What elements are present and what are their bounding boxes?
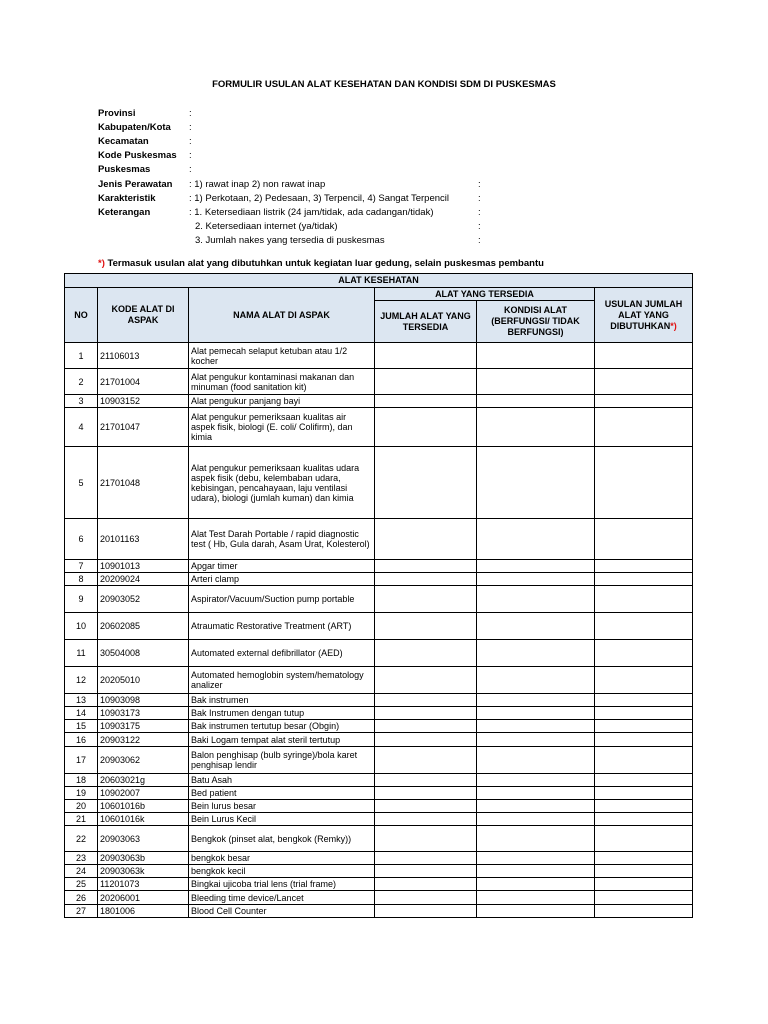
row-no: 24 bbox=[65, 865, 98, 878]
row-code: 20101163 bbox=[98, 519, 189, 560]
row-no: 7 bbox=[65, 560, 98, 573]
row-condition-cell[interactable] bbox=[477, 878, 595, 891]
row-code: 30504008 bbox=[98, 640, 189, 667]
row-qty-cell[interactable] bbox=[375, 640, 477, 667]
row-code: 20206001 bbox=[98, 891, 189, 905]
row-request-cell[interactable] bbox=[595, 878, 693, 891]
row-request-cell[interactable] bbox=[595, 343, 693, 369]
table-row bbox=[65, 720, 693, 733]
header-request-label: USULAN JUMLAH ALAT YANG DIBUTUHKAN bbox=[604, 298, 683, 331]
row-request-cell[interactable] bbox=[595, 560, 693, 573]
row-no: 9 bbox=[65, 586, 98, 613]
row-qty-cell[interactable] bbox=[375, 800, 477, 813]
info-label: Kabupaten/Kota bbox=[98, 122, 171, 134]
info-label: Provinsi bbox=[98, 108, 136, 119]
row-condition-cell[interactable] bbox=[477, 865, 595, 878]
info-value[interactable]: 3. Jumlah nakes yang tersedia di puskesmas bbox=[195, 234, 385, 246]
info-label: Kode Puskesmas bbox=[98, 150, 177, 162]
row-code: 10902007 bbox=[98, 787, 189, 800]
row-qty-cell[interactable] bbox=[375, 519, 477, 560]
row-no: 14 bbox=[65, 707, 98, 720]
row-code: 20903063 bbox=[98, 826, 189, 852]
row-no: 19 bbox=[65, 787, 98, 800]
row-request-cell[interactable] bbox=[595, 813, 693, 826]
row-code: 10901013 bbox=[98, 560, 189, 573]
table-row bbox=[65, 813, 693, 826]
row-qty-cell[interactable] bbox=[375, 343, 477, 369]
table-row bbox=[65, 707, 693, 720]
row-request-cell[interactable] bbox=[595, 905, 693, 918]
info-right-colon: : bbox=[478, 234, 481, 246]
row-code: 10601016k bbox=[98, 813, 189, 826]
row-qty-cell[interactable] bbox=[375, 813, 477, 826]
footnote bbox=[98, 258, 544, 269]
row-name: Bak instrumen bbox=[189, 694, 375, 707]
table-row bbox=[65, 787, 693, 800]
row-code: 21701004 bbox=[98, 369, 189, 395]
row-request-cell[interactable] bbox=[595, 640, 693, 667]
row-request-cell[interactable] bbox=[595, 747, 693, 774]
row-request-cell[interactable] bbox=[595, 774, 693, 787]
row-code: 20903062 bbox=[98, 747, 189, 774]
row-condition-cell[interactable] bbox=[477, 343, 595, 369]
row-condition-cell[interactable] bbox=[477, 747, 595, 774]
info-value[interactable]: : 1) Perkotaan, 2) Pedesaan, 3) Terpencil, 4) Sangat Terpencil bbox=[189, 192, 449, 204]
header-condition: KONDISI ALAT (BERFUNGSI/ TIDAK BERFUNGSI) bbox=[477, 301, 595, 343]
row-qty-cell[interactable] bbox=[375, 613, 477, 640]
row-code: 10903098 bbox=[98, 694, 189, 707]
row-name: Automated hemoglobin system/hematology analizer bbox=[189, 667, 375, 694]
equipment-table bbox=[64, 273, 693, 918]
row-name: Alat pemecah selaput ketuban atau 1/2 kocher bbox=[189, 343, 375, 369]
row-name: bengkok kecil bbox=[189, 865, 375, 878]
row-no: 23 bbox=[65, 852, 98, 865]
row-request-cell[interactable] bbox=[595, 573, 693, 586]
group-header-alat-kesehatan: ALAT KESEHATAN bbox=[65, 274, 693, 288]
info-label: Puskesmas bbox=[98, 164, 151, 176]
row-code: 20209024 bbox=[98, 573, 189, 586]
row-condition-cell[interactable] bbox=[477, 694, 595, 707]
table-row bbox=[65, 826, 693, 852]
row-name: Bleeding time device/Lancet bbox=[189, 891, 375, 905]
table-row bbox=[65, 560, 693, 573]
row-condition-cell[interactable] bbox=[477, 369, 595, 395]
row-qty-cell[interactable] bbox=[375, 826, 477, 852]
row-request-cell[interactable] bbox=[595, 787, 693, 800]
row-condition-cell[interactable] bbox=[477, 667, 595, 694]
row-request-cell[interactable] bbox=[595, 891, 693, 905]
row-no: 2 bbox=[65, 369, 98, 395]
row-name: Alat pengukur panjang bayi bbox=[189, 395, 375, 408]
table-row bbox=[65, 447, 693, 519]
row-name: Baki Logam tempat alat steril tertutup bbox=[189, 733, 375, 747]
row-code: 1801006 bbox=[98, 905, 189, 918]
row-code: 20205010 bbox=[98, 667, 189, 694]
table-row bbox=[65, 774, 693, 787]
row-request-cell[interactable] bbox=[595, 707, 693, 720]
row-condition-cell[interactable] bbox=[477, 707, 595, 720]
info-right-colon: : bbox=[478, 192, 481, 204]
row-condition-cell[interactable] bbox=[477, 733, 595, 747]
header-qty: JUMLAH ALAT YANG TERSEDIA bbox=[375, 301, 477, 343]
table-row bbox=[65, 640, 693, 667]
row-request-cell[interactable] bbox=[595, 800, 693, 813]
footnote-marker: *) bbox=[98, 258, 105, 269]
info-value[interactable]: 2. Ketersediaan internet (ya/tidak) bbox=[195, 220, 338, 232]
row-request-cell[interactable] bbox=[595, 519, 693, 560]
row-code: 11201073 bbox=[98, 878, 189, 891]
table-row bbox=[65, 891, 693, 905]
info-label: Kecamatan bbox=[98, 136, 149, 148]
row-name: Alat Test Darah Portable / rapid diagnostic test ( Hb, Gula darah, Asam Urat, Kolesterol) bbox=[189, 519, 375, 560]
row-name: Atraumatic Restorative Treatment (ART) bbox=[189, 613, 375, 640]
row-no: 20 bbox=[65, 800, 98, 813]
table-row bbox=[65, 586, 693, 613]
row-qty-cell[interactable] bbox=[375, 733, 477, 747]
info-value[interactable]: : bbox=[189, 122, 192, 134]
row-qty-cell[interactable] bbox=[375, 694, 477, 707]
row-condition-cell[interactable] bbox=[477, 774, 595, 787]
row-code: 20602085 bbox=[98, 613, 189, 640]
sub-group-header: ALAT YANG TERSEDIA bbox=[375, 288, 595, 301]
row-no: 3 bbox=[65, 395, 98, 408]
row-no: 26 bbox=[65, 891, 98, 905]
form-title: FORMULIR USULAN ALAT KESEHATAN DAN KONDISI SDM DI PUSKESMAS bbox=[212, 79, 556, 90]
info-right-colon: : bbox=[478, 206, 481, 218]
row-qty-cell[interactable] bbox=[375, 573, 477, 586]
row-code: 20903052 bbox=[98, 586, 189, 613]
table-row bbox=[65, 852, 693, 865]
row-name: Apgar timer bbox=[189, 560, 375, 573]
info-value[interactable]: : bbox=[189, 108, 192, 119]
row-request-cell[interactable] bbox=[595, 369, 693, 395]
row-code: 21106013 bbox=[98, 343, 189, 369]
table-row bbox=[65, 369, 693, 395]
header-no: NO bbox=[65, 288, 98, 343]
row-condition-cell[interactable] bbox=[477, 408, 595, 447]
row-request-cell[interactable] bbox=[595, 395, 693, 408]
row-qty-cell[interactable] bbox=[375, 852, 477, 865]
footnote-text: Termasuk usulan alat yang dibutuhkan untuk kegiatan luar gedung, selain puskesmas pembantu bbox=[104, 258, 544, 269]
row-condition-cell[interactable] bbox=[477, 720, 595, 733]
row-request-cell[interactable] bbox=[595, 667, 693, 694]
row-no: 6 bbox=[65, 519, 98, 560]
row-name: Bed patient bbox=[189, 787, 375, 800]
table-row bbox=[65, 905, 693, 918]
row-request-cell[interactable] bbox=[595, 408, 693, 447]
row-condition-cell[interactable] bbox=[477, 573, 595, 586]
row-code: 10601016b bbox=[98, 800, 189, 813]
row-condition-cell[interactable] bbox=[477, 800, 595, 813]
row-condition-cell[interactable] bbox=[477, 560, 595, 573]
row-request-cell[interactable] bbox=[595, 733, 693, 747]
row-qty-cell[interactable] bbox=[375, 447, 477, 519]
row-request-cell[interactable] bbox=[595, 613, 693, 640]
row-condition-cell[interactable] bbox=[477, 891, 595, 905]
row-code: 20903063b bbox=[98, 852, 189, 865]
info-label: Keterangan bbox=[98, 206, 151, 218]
table-row bbox=[65, 800, 693, 813]
table-row bbox=[65, 865, 693, 878]
row-condition-cell[interactable] bbox=[477, 787, 595, 800]
info-label: Jenis Perawatan bbox=[98, 178, 173, 190]
table-row bbox=[65, 747, 693, 774]
row-name: Alat pengukur kontaminasi makanan dan minuman (food sanitation kit) bbox=[189, 369, 375, 395]
row-name: Arteri clamp bbox=[189, 573, 375, 586]
info-value[interactable]: : 1) rawat inap 2) non rawat inap bbox=[189, 178, 326, 190]
table-row bbox=[65, 343, 693, 369]
row-name: Bein Lurus Kecil bbox=[189, 813, 375, 826]
table-row bbox=[65, 573, 693, 586]
row-name: bengkok besar bbox=[189, 852, 375, 865]
row-qty-cell[interactable] bbox=[375, 707, 477, 720]
row-code: 21701048 bbox=[98, 447, 189, 519]
row-name: Aspirator/Vacuum/Suction pump portable bbox=[189, 586, 375, 613]
table-row bbox=[65, 878, 693, 891]
row-code: 10903173 bbox=[98, 707, 189, 720]
row-no: 8 bbox=[65, 573, 98, 586]
row-name: Alat pengukur pemeriksaan kualitas air aspek fisik, biologi (E. coli/ Colifirm), dan kimia bbox=[189, 408, 375, 447]
row-no: 1 bbox=[65, 343, 98, 369]
row-code: 20603021g bbox=[98, 774, 189, 787]
row-no: 22 bbox=[65, 826, 98, 852]
header-request-marker: *) bbox=[670, 320, 677, 331]
row-qty-cell[interactable] bbox=[375, 865, 477, 878]
row-qty-cell[interactable] bbox=[375, 667, 477, 694]
info-value[interactable]: : bbox=[189, 150, 192, 162]
row-no: 11 bbox=[65, 640, 98, 667]
row-code: 10903152 bbox=[98, 395, 189, 408]
row-condition-cell[interactable] bbox=[477, 640, 595, 667]
info-value[interactable]: : bbox=[189, 164, 192, 176]
row-no: 10 bbox=[65, 613, 98, 640]
row-qty-cell[interactable] bbox=[375, 369, 477, 395]
table-row bbox=[65, 519, 693, 560]
row-no: 16 bbox=[65, 733, 98, 747]
row-request-cell[interactable] bbox=[595, 447, 693, 519]
header-request bbox=[595, 288, 693, 343]
row-no: 18 bbox=[65, 774, 98, 787]
row-condition-cell[interactable] bbox=[477, 395, 595, 408]
row-no: 5 bbox=[65, 447, 98, 519]
row-request-cell[interactable] bbox=[595, 586, 693, 613]
row-name: Balon penghisap (bulb syringe)/bola karet penghisap lendir bbox=[189, 747, 375, 774]
row-name: Batu Asah bbox=[189, 774, 375, 787]
row-qty-cell[interactable] bbox=[375, 891, 477, 905]
row-qty-cell[interactable] bbox=[375, 586, 477, 613]
row-code: 20903122 bbox=[98, 733, 189, 747]
row-qty-cell[interactable] bbox=[375, 395, 477, 408]
row-code: 20903063k bbox=[98, 865, 189, 878]
header-name: NAMA ALAT DI ASPAK bbox=[189, 288, 375, 343]
row-condition-cell[interactable] bbox=[477, 826, 595, 852]
table-row bbox=[65, 613, 693, 640]
row-condition-cell[interactable] bbox=[477, 905, 595, 918]
table-row bbox=[65, 694, 693, 707]
info-right-colon: : bbox=[478, 178, 481, 190]
row-request-cell[interactable] bbox=[595, 852, 693, 865]
row-qty-cell[interactable] bbox=[375, 787, 477, 800]
row-qty-cell[interactable] bbox=[375, 720, 477, 733]
row-request-cell[interactable] bbox=[595, 694, 693, 707]
info-label: Karakteristik bbox=[98, 192, 156, 204]
row-name: Bein lurus besar bbox=[189, 800, 375, 813]
row-condition-cell[interactable] bbox=[477, 586, 595, 613]
row-no: 21 bbox=[65, 813, 98, 826]
row-name: Blood Cell Counter bbox=[189, 905, 375, 918]
row-name: Bingkai ujicoba trial lens (trial frame) bbox=[189, 878, 375, 891]
row-qty-cell[interactable] bbox=[375, 560, 477, 573]
row-no: 27 bbox=[65, 905, 98, 918]
row-no: 17 bbox=[65, 747, 98, 774]
header-code: KODE ALAT DI ASPAK bbox=[98, 288, 189, 343]
row-name: Bak Instrumen dengan tutup bbox=[189, 707, 375, 720]
row-condition-cell[interactable] bbox=[477, 613, 595, 640]
row-name: Automated external defibrillator (AED) bbox=[189, 640, 375, 667]
row-name: Alat pengukur pemeriksaan kualitas udara aspek fisik (debu, kelembaban udara, kebisingan, pencahayaan, laju ventilasi udara), biologi (jumlah kuman) dan kimia bbox=[189, 447, 375, 519]
row-no: 13 bbox=[65, 694, 98, 707]
table-row bbox=[65, 667, 693, 694]
info-value[interactable]: : 1. Ketersediaan listrik (24 jam/tidak, ada cadangan/tidak) bbox=[189, 206, 434, 218]
table-row bbox=[65, 395, 693, 408]
row-qty-cell[interactable] bbox=[375, 747, 477, 774]
table-row bbox=[65, 733, 693, 747]
row-no: 25 bbox=[65, 878, 98, 891]
row-request-cell[interactable] bbox=[595, 826, 693, 852]
row-qty-cell[interactable] bbox=[375, 774, 477, 787]
row-condition-cell[interactable] bbox=[477, 519, 595, 560]
row-name: Bengkok (pinset alat, bengkok (Remky)) bbox=[189, 826, 375, 852]
row-code: 21701047 bbox=[98, 408, 189, 447]
info-right-colon: : bbox=[478, 220, 481, 232]
row-qty-cell[interactable] bbox=[375, 408, 477, 447]
row-qty-cell[interactable] bbox=[375, 905, 477, 918]
row-no: 12 bbox=[65, 667, 98, 694]
row-qty-cell[interactable] bbox=[375, 878, 477, 891]
row-condition-cell[interactable] bbox=[477, 813, 595, 826]
table-body bbox=[65, 343, 693, 918]
row-no: 4 bbox=[65, 408, 98, 447]
table-row bbox=[65, 408, 693, 447]
row-condition-cell[interactable] bbox=[477, 852, 595, 865]
row-name: Bak instrumen tertutup besar (Obgin) bbox=[189, 720, 375, 733]
row-request-cell[interactable] bbox=[595, 865, 693, 878]
info-value[interactable]: : bbox=[189, 136, 192, 148]
row-code: 10903175 bbox=[98, 720, 189, 733]
row-request-cell[interactable] bbox=[595, 720, 693, 733]
row-condition-cell[interactable] bbox=[477, 447, 595, 519]
row-no: 15 bbox=[65, 720, 98, 733]
